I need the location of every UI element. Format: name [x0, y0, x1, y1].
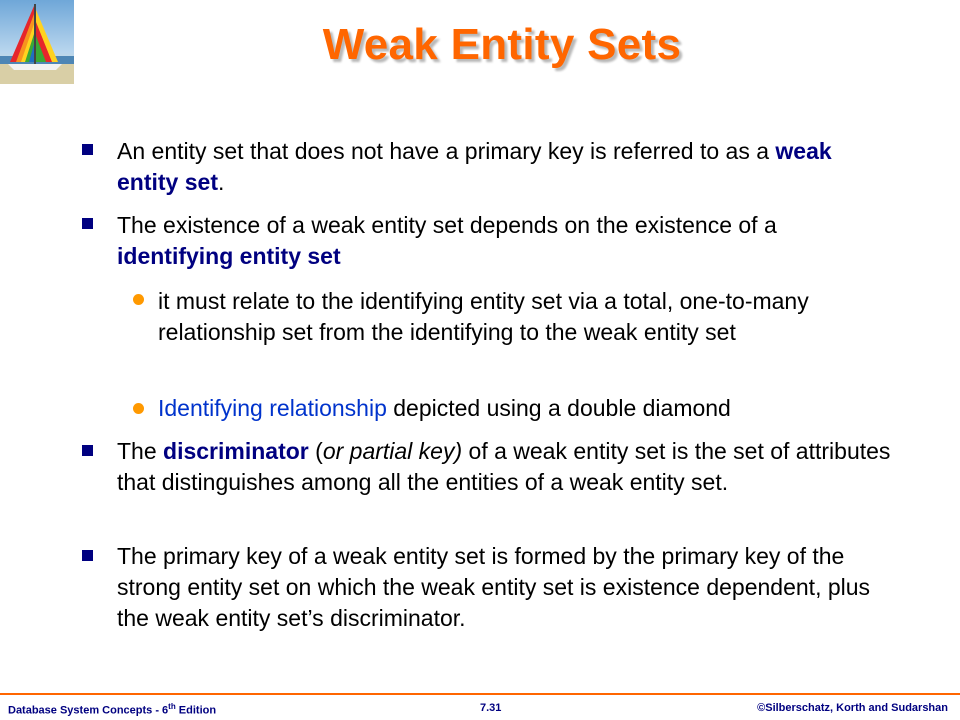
bullet-text-end: . — [217, 169, 225, 195]
square-bullet-icon — [82, 445, 93, 456]
footer-copyright: ©Silberschatz, Korth and Sudarshan — [757, 702, 948, 714]
round-bullet-icon — [133, 294, 144, 305]
footer-page-number: 7.31 — [480, 702, 502, 714]
footer-book-title — [8, 702, 216, 717]
bullet-text-end: of a weak entity set is the set of attributes that distinguishes among all the entities of a weak entity set. — [117, 438, 891, 495]
footer-book-sup: th — [168, 702, 176, 711]
subbullet-total-relationship — [158, 286, 888, 348]
bullet-text: The primary key of a weak entity set is formed by the primary key of the strong entity set on which the weak entity set is existence dependent, plus the weak entity set’s discriminator. — [117, 543, 871, 631]
bullet-weak-entity-definition — [117, 136, 897, 198]
bullet-text: An entity set that does not have a primary key is referred to as a — [117, 138, 776, 164]
bullet-text: depicted using a double diamond — [386, 395, 731, 421]
bullet-text: The — [117, 438, 164, 464]
square-bullet-icon — [82, 550, 93, 561]
bullet-discriminator — [117, 436, 897, 498]
keyword-identifying-relationship: Identifying relationship — [158, 395, 387, 421]
bullet-text: The existence of a weak entity set depends on the existence of a — [117, 212, 777, 238]
slide-title: Weak Entity Sets — [322, 20, 682, 69]
bullet-primary-key — [117, 541, 897, 634]
footer-book-text: Database System Concepts - 6 — [8, 704, 169, 717]
bullet-identifying-entity-set — [117, 210, 897, 272]
keyword-discriminator: discriminator — [163, 438, 309, 464]
keyword-identifying-entity-set: identifying entity set — [117, 243, 341, 269]
italic-partial-key: or partial key) — [322, 438, 463, 464]
round-bullet-icon — [133, 403, 144, 414]
square-bullet-icon — [82, 144, 93, 155]
keyword-weak-entity-set: weak entity set — [117, 138, 832, 195]
subbullet-identifying-relationship — [158, 393, 888, 424]
bullet-text: it must relate to the identifying entity set via a total, one-to-many relationship set from the identifying to the weak entity set — [158, 288, 809, 345]
footer-book-edition: Edition — [175, 704, 217, 717]
bullet-text-paren: ( — [308, 438, 323, 464]
square-bullet-icon — [82, 218, 93, 229]
footer-divider — [0, 693, 960, 695]
